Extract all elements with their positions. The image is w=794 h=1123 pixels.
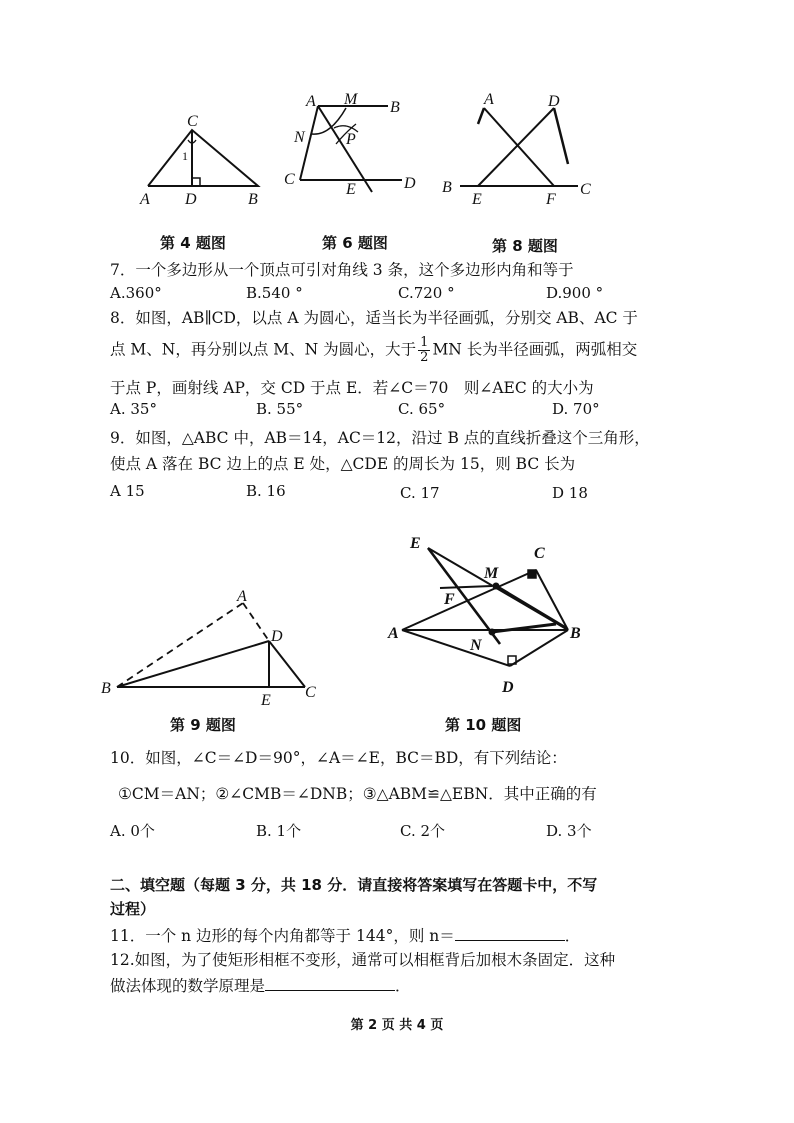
- q10-line-2: ①CM＝AN；②∠CMB＝∠DNB；③△ABM≌△EBN．其中正确的有: [118, 785, 597, 803]
- fig4-label-D: D: [185, 191, 197, 208]
- q9-option-d: D 18: [552, 484, 588, 502]
- fig10-label-M: M: [484, 565, 499, 582]
- q7-option-c: C.720 °: [398, 284, 455, 302]
- figure-4: [130, 110, 280, 220]
- figure-6: [280, 88, 430, 213]
- figure-10: [380, 528, 600, 698]
- q12-line-1: 12.如图，为了使矩形相框不变形，通常可以相框背后加根木条固定．这种: [110, 951, 616, 969]
- q12-answer-blank[interactable]: [265, 976, 395, 991]
- fig6-label-A: A: [306, 93, 316, 110]
- q8-line-1: 8．如图，AB∥CD，以点 A 为圆心，适当长为半径画弧，分别交 AB、AC 于: [110, 309, 638, 327]
- section-2-title-line-2: 过程）: [110, 900, 156, 918]
- q8-line-3: 于点 P，画射线 AP，交 CD 于点 E．若∠C＝70 则∠AEC 的大小为: [110, 379, 594, 397]
- q9-line-2: 使点 A 落在 BC 边上的点 E 处，△CDE 的周长为 15，则 BC 长为: [110, 455, 576, 473]
- q10-option-c: C. 2个: [400, 822, 446, 840]
- q8-fraction: [418, 336, 430, 365]
- fig10-label-C: C: [534, 545, 545, 562]
- fig6-label-D: D: [404, 175, 416, 192]
- fig9-label-A: A: [237, 588, 247, 605]
- fig4-label-C: C: [187, 113, 198, 130]
- fig10-label-B: B: [570, 625, 581, 642]
- fig8-label-E: E: [472, 191, 482, 208]
- q8-option-d: D. 70°: [552, 400, 600, 418]
- fig9-label-E: E: [261, 692, 271, 709]
- fig6-label-B: B: [390, 99, 400, 116]
- q8-option-a: A. 35°: [110, 400, 157, 418]
- q7-option-d: D.900 °: [546, 284, 604, 302]
- figure-9: [95, 585, 335, 710]
- fig9-label-D: D: [271, 628, 283, 645]
- fig6-label-P: P: [346, 131, 356, 148]
- q11-line: [110, 924, 580, 946]
- q11-tail: ．: [564, 927, 581, 945]
- fig4-label-A: A: [140, 191, 150, 208]
- fig6-label-C: C: [284, 171, 295, 188]
- fig10-label-D: D: [502, 679, 514, 696]
- q11-text: 11．一个 n 边形的每个内角都等于 144°，则 n＝: [110, 927, 455, 945]
- q8-line-2-end: MN 长为半径画弧，两弧相交: [432, 340, 638, 359]
- figure-9-caption: 第 9 题图: [170, 716, 236, 734]
- fig8-label-B: B: [442, 179, 452, 196]
- fig6-label-E: E: [346, 181, 356, 198]
- q9-option-b: B. 16: [246, 482, 286, 500]
- fig6-label-N: N: [294, 129, 305, 146]
- fig8-label-F: F: [546, 191, 556, 208]
- q8-option-c: C. 65°: [398, 400, 446, 418]
- fig9-label-C: C: [305, 684, 316, 701]
- q12-tail: ．: [395, 977, 411, 995]
- q9-line-1: 9．如图，△ABC 中，AB＝14，AC＝12，沿过 B 点的直线折叠这个三角形，: [110, 429, 650, 447]
- q9-option-a: A 15: [110, 482, 145, 500]
- fig8-label-C: C: [580, 181, 591, 198]
- fig4-label-angle-1: 1: [182, 149, 188, 163]
- fig10-label-F: F: [444, 591, 455, 608]
- figure-6-caption: 第 6 题图: [322, 234, 388, 252]
- q8-fraction-denominator: 2: [420, 350, 429, 365]
- q8-option-b: B. 55°: [256, 400, 304, 418]
- q10-line-1: 10．如图，∠C＝∠D＝90°，∠A＝∠E，BC＝BD，有下列结论：: [110, 749, 567, 767]
- q11-answer-blank[interactable]: [455, 926, 565, 941]
- fig6-label-M: M: [344, 91, 358, 108]
- q12-line-2: [110, 974, 411, 996]
- q7-option-a: A.360°: [110, 284, 162, 302]
- q7-option-b: B.540 °: [246, 284, 303, 302]
- q7-stem: 7．一个多边形从一个顶点可引对角线 3 条，这个多边形内角和等于: [110, 261, 574, 279]
- section-2-title-line-1: 二、填空题（每题 3 分，共 18 分．请直接将答案填写在答题卡中，不写: [110, 876, 598, 894]
- q10-option-b: B. 1个: [256, 822, 302, 840]
- fig9-label-B: B: [101, 680, 111, 697]
- q10-option-d: D. 3个: [546, 822, 592, 840]
- q10-option-a: A. 0个: [110, 822, 155, 840]
- figure-8: [440, 90, 600, 215]
- fig4-label-B: B: [248, 191, 258, 208]
- fig8-label-D: D: [548, 93, 560, 110]
- figure-4-caption: 第 4 题图: [160, 234, 226, 252]
- fig10-label-N: N: [470, 637, 482, 654]
- figure-8-caption: 第 8 题图: [492, 237, 558, 255]
- q8-line-2: [110, 336, 637, 365]
- figure-10-caption: 第 10 题图: [445, 716, 522, 734]
- q12-text: 做法体现的数学原理是: [110, 977, 266, 995]
- q8-line-2-start: 点 M、N，再分别以点 M、N 为圆心，大于: [110, 340, 417, 359]
- q9-option-c: C. 17: [400, 484, 440, 502]
- page-footer: 第 2 页 共 4 页: [350, 1018, 444, 1033]
- fig10-label-E: E: [410, 535, 421, 552]
- fig10-label-A: A: [388, 625, 399, 642]
- q8-fraction-numerator: 1: [420, 335, 429, 350]
- fig8-label-A: A: [484, 91, 494, 108]
